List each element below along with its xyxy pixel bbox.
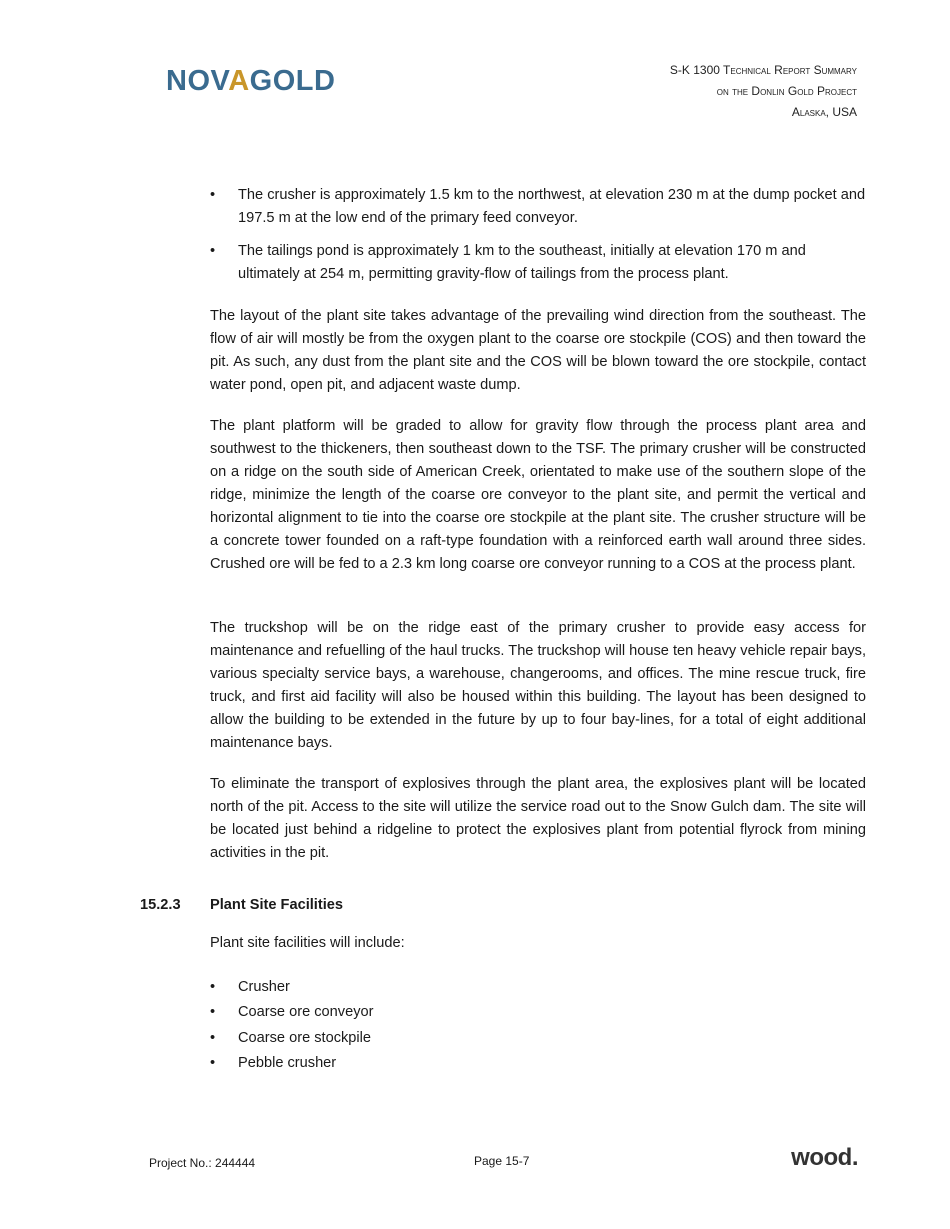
header-line: Alaska, USA (791, 105, 857, 119)
list-item: • Pebble crusher (210, 1054, 337, 1071)
wood-logo: wood. (791, 1144, 858, 1171)
list-item: • The crusher is approximately 1.5 km to the northwest, at elevation 230 m at the dump pocket and 197.5 m at the low end of the primary feed conveyor. (210, 187, 866, 226)
section-number: 15.2.3 (140, 897, 181, 913)
paragraph: The layout of the plant site takes advantage of the prevailing wind direction from the southeast. The flow of air will mostly be from the oxygen plant to the coarse ore stockpile (COS) and then toward the pit. As such, any dust from the plant site and the COS will be blown toward the ore stockpile, contact water pond, open pit, and adjacent waste dump. (210, 308, 866, 393)
header-line: on the Donlin Gold Project (716, 84, 857, 98)
facilities-list (210, 975, 866, 1076)
section-intro: Plant site facilities will include: (210, 935, 405, 951)
report-header (670, 60, 857, 123)
list-item: • The tailings pond is approximately 1 km to the southeast, initially at elevation 170 m and ultimately at 254 m, permitting gravity-flow of tailings from the process plant. (210, 243, 806, 282)
header-line: S-K 1300 Technical Report Summary (669, 63, 857, 77)
paragraph: To eliminate the transport of explosives through the plant area, the explosives plant will be located north of the pit. Access to the site will utilize the service road out to the Snow Gulch dam. The site will be located just behind a ridgeline to protect the explosives plant from potential flyrock from mining activities in the pit. (210, 776, 866, 861)
list-item: • Coarse ore stockpile (210, 1029, 372, 1046)
paragraph: The truckshop will be on the ridge east of the primary crusher to provide easy access for maintenance and refuelling of the haul trucks. The truckshop will house ten heavy vehicle repair bays, various specialty service bays, a warehouse, changerooms, and offices. The mine rescue truck, fire truck, and first aid facility will also be housed within this building. The layout has been designed to allow the building to be extended in the future by up to four bay-lines, for a total of eight additional maintenance bays. (210, 620, 867, 751)
project-number: Project No.: 244444 (149, 1156, 256, 1170)
paragraph: The plant platform will be graded to allow for gravity flow through the process plant area and southwest to the thickeners, then southeast down to the TSF. The primary crusher will be constructed on a ridge on the south side of American Creek, orientated to make use of the southern slope of the ridge, minimize the length of the coarse ore conveyor to the plant site, and permit the vertical and horizontal alignment to tie into the coarse ore stockpile at the plant site. The crusher structure will be a concrete tower founded on a raft-type foundation with a reinforced earth wall around three sides. Crushed ore will be fed to a 2.3 km long coarse ore conveyor running to a COS at the process plant. (210, 418, 866, 572)
page-number: Page 15-7 (474, 1154, 530, 1168)
list-item: • Crusher (210, 979, 290, 995)
section-title: Plant Site Facilities (210, 897, 344, 913)
list-item: • Coarse ore conveyor (210, 1004, 374, 1021)
top-bullet-list (210, 184, 866, 286)
novagold-logo: NOVAGOLD (166, 65, 336, 97)
